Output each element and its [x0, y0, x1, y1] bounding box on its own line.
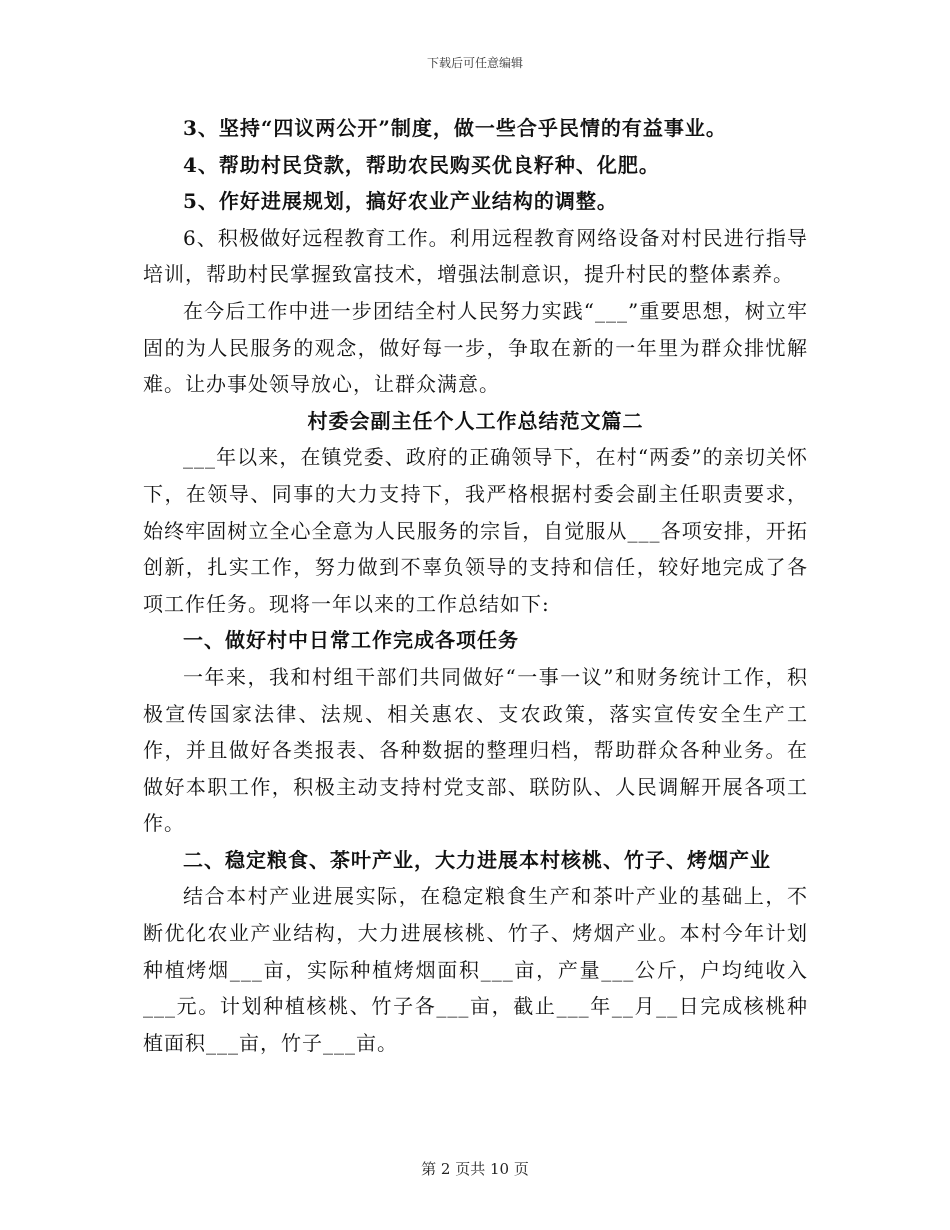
paragraph-item-3: 3、坚持“四议两公开”制度，做一些合乎民情的有益事业。	[183, 116, 727, 140]
paragraph-intro: ___年以来，在镇党委、政府的正确领导下，在村“两委”的亲切关怀下，在领导、同事的大力支持下，我严格根据村委会副主任职责要求，始终牢固树立全心全意为人民服务的宗旨，自觉服从___各项安排，开拓创新，扎实工作，努力做到不辜负领导的支持和信任，较好地完成了各项工作任务。现将一年以来的工作总结如下:	[143, 445, 808, 616]
section-title: 村委会副主任个人工作总结范文篇二	[307, 408, 644, 433]
paragraph-conclusion: 在今后工作中进一步团结全村人民努力实践“___”重要思想，树立牢固的为人民服务的观念，做好每一步，争取在新的一年里为群众排忧解难。让办事处领导放心，让群众满意。	[143, 298, 808, 397]
paragraph-industry: 结合本村产业进展实际，在稳定粮食生产和茶叶产业的基础上，不断优化农业产业结构，大力进展核桃、竹子、烤烟产业。本村今年计划种植烤烟___亩，实际种植烤烟面积___亩，产量___公斤，户均纯收入___元。计划种植核桃、竹子各___亩，截止___年__月__日完成核桃种植面积___亩，竹子___亩。	[143, 884, 808, 1055]
paragraph-item-5: 5、作好进展规划，搞好农业产业结构的调整。	[183, 189, 618, 214]
page-header: 下载后可任意编辑	[426, 56, 523, 70]
document-body	[143, 110, 808, 1061]
heading-two: 二、稳定粮食、茶叶产业，大力进展本村核桃、竹子、烤烟产业	[183, 847, 771, 872]
page-footer: 第 2 页共 10 页	[421, 1160, 529, 1178]
paragraph-daily-work: 一年来，我和村组干部们共同做好“一事一议”和财务统计工作，积极宣传国家法律、法规、相关惠农、支农政策，落实宣传安全生产工作，并且做好各类报表、各种数据的整理归档，帮助群众各种业务。在做好本职工作，积极主动支持村党支部、联防队、人民调解开展各项工作。	[143, 664, 808, 836]
heading-one: 一、做好村中日常工作完成各项任务	[183, 628, 519, 653]
paragraph-item-4: 4、帮助村民贷款，帮助农民购买优良籽种、化肥。	[183, 152, 660, 177]
paragraph-item-6: 6、积极做好远程教育工作。利用远程教育网络设备对村民进行指导培训，帮助村民掌握致富技术，增强法制意识，提升村民的整体素养。	[143, 225, 808, 287]
